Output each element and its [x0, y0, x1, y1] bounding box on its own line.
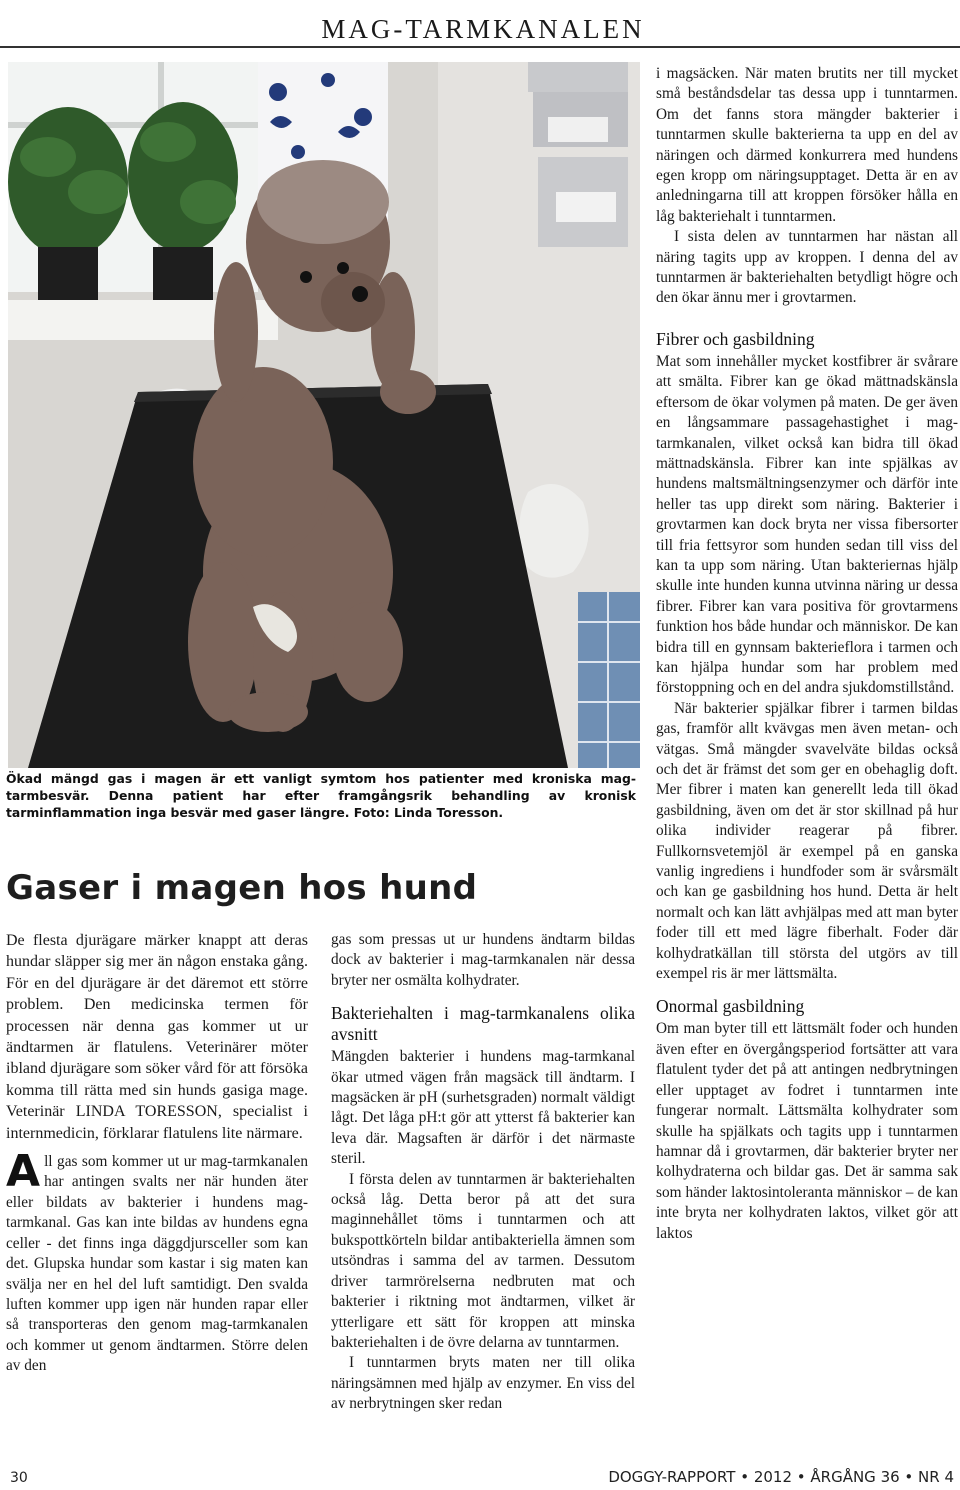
- body-paragraph: [6, 1146, 308, 1376]
- drop-cap: A: [6, 1146, 41, 1198]
- body-paragraph: Mat som innehåller mycket kostfibrer är svårare att smälta. Fibrer kan ge ökad mättnadskänsla eftersom de ökar volymen på maten. De ger även en långsammare passagehastighet i mag-tarmkanalen, vilket också kan bidra till ökad mättnadskänsla. Fibrer kan inte spjälkas av hundens maltsmältningsenzymer och därför inte heller tas upp direkt som näring. Bakterier i grovtarmen kan dock bryta ner vissa fibersorter till fria fettsyror som hunden sedan till viss del kan ta upp som näring. Utan bakteriernas hjälp skulle inte hunden kunna utvinna näring ur dessa fibrer. Fibrer kan vara positiva för grovtarmens funktion hos både hundar och människor. De kan bidra till en gynnsam bakterieflora i tarmen och kan hjälpa hundar som har problem med förstoppning och en del andra sjukdomstillstånd.: [656, 352, 958, 697]
- body-paragraph: gas som pressas ut ur hundens ändtarm bildas dock av bakterier i mag-tarmkanalen när dessa bryter ner osmälta kolhydrater.: [331, 931, 635, 989]
- body-paragraph: Om man byter till ett lättsmält foder och hunden även efter en övergångsperiod fortsätter att vara flatulent tyder det på att antingen nedbrytningen eller upptaget av fodret i tunntarmen inte fungerar normalt. Lättsmälta kolhydrater som skulle ha spjälkats och tagits upp i tunntarmen hamnar då i grovtarmen, där bakterier bryter ner kolhydraterna och bildar gas. Det är samma sak som händer laktosintoleranta människor – de kan inte bryta ner kolhydraten laktos, vilket gör att laktos: [656, 1020, 958, 1242]
- body-paragraph: I tunntarmen bryts maten ner till olika näringsämnen med hjälp av enzymer. En viss del av nerbrytningen sker redan: [331, 1354, 635, 1413]
- body-paragraph: i magsäcken. När maten brutits ner till mycket små beståndsdelar tas dessa upp i tunntarmen. Om det fanns stora mängder bakterier i tunntarmen skulle bakterierna ta upp en del av näringen och därmed konkurrera med hundens egen kropp om näringsupptaget. Detta är en av anledningarna till att kroppen försöker hålla en låg bakteriehalt i tunntarmen.: [656, 65, 958, 225]
- article-lead: De flesta djurägare märker knappt att deras hundar släpper sig mer än någon enstaka gång. För en del djurägare är det däremot ett större problem. Den medicinska termen för processen när denna gas kommer ut ur ändtarmen är flatulens. Veterinärer möter ibland djurägare som söker vård för att försöka komma till rätta med sin hunds gasiga mage. Veterinär LINDA TORESSON, specialist i internmedicin, förklarar flatulens lite närmare.: [6, 932, 308, 1142]
- column-3: [656, 64, 958, 1244]
- column-2: [331, 930, 635, 1415]
- body-paragraph: I sista delen av tunntarmen har nästan all näring tagits upp av kroppen. I denna del av tunntarmen är bakteriehalten betydligt högre och den ökar ännu mer i grovtarmen.: [656, 228, 958, 307]
- page-number: 30: [10, 1470, 28, 1486]
- body-text: ll gas som kommer ut ur mag-tarmkanalen har antingen svalts ner när hunden äter eller bildats av bakterier i hundens mag-tarmkanal. Gas kan inte bildas av hundens egna celler - det finns inga däggdjursceller som kan det. Glupska hundar som kastar i sig maten kan svälja ner en hel del luft samtidigt. Den svalda luften kommer upp igen när hunden rapar eller så transporteras den genom mag-tarmkanalen och kommer ut genom ändtarmen. Större delen av den: [6, 1153, 308, 1375]
- body-paragraph: När bakterier spjälkar fibrer i tarmen bildas gas, framför allt kvävgas men även metan- och vätgas. Små mängder svavelväte bildas också och det är främst det som ger en obehaglig doft. Mer fibrer i maten kan generellt leda till ökad gasbildning, även om det är stor skillnad på hur olika individer reagerar på fibrer. Fullkornsvetemjöl är exempel på en ganska vanlig ingrediens i hundfoder som är svårsmält och kan ge gasbildning hos hund. Detta är helt normalt och kan lätt avhjälpas med att man byter foder till ett med lägre fiberhalt. Foder där kolhydratkällan till största del utgörs av till exempel ris är mer lättsmälta.: [656, 699, 958, 983]
- column-1: [6, 930, 308, 1377]
- article-headline: Gaser i magen hos hund: [6, 868, 478, 908]
- subheading: Onormal gasbildning: [656, 996, 805, 1017]
- body-paragraph: I första delen av tunntarmen är bakteriehalten också låg. Detta beror på att det sura maginnehållet töms i tunntarmen och att bukspottkörteln bildar antibakteriella ämnen som utsöndras i samma del av tarmen. Dessutom driver tarmrörelserna nedbruten mat och bakterier i riktning mot ändtarmen, vilket är ytterligare ett sätt för kroppen att minska bakteriehalten i de övre delarna av tunntarmen.: [331, 1170, 635, 1351]
- header-rule: [0, 46, 960, 48]
- poodle-photo: [8, 62, 640, 768]
- subheading: Bakteriehalten i mag-tarmkanalens olika avsnitt: [331, 1003, 635, 1045]
- section-title: MAG-TARMKANALEN: [321, 14, 645, 44]
- subheading: Fibrer och gasbildning: [656, 328, 815, 349]
- photo-caption: Ökad mängd gas i magen är ett vanligt symtom hos patienter med kroniska mag-tarmbesvär. Denna patient har efter framgångsrik behandling av kronisk tarminflammation inga besvär med gaser längre. Foto: Linda Toresson.: [6, 771, 636, 820]
- publication-footer: DOGGY-RAPPORT • 2012 • ÅRGÅNG 36 • NR 4: [608, 1468, 954, 1486]
- body-paragraph: Mängden bakterier i hundens mag-tarmkanal ökar utmed vägen från magsäck till ändtarm. I magsäcken är pH (surhetsgraden) normalt väldigt lågt. Det låga pH:t gör att ytterst få bakterier kan leva där. Magsaften är därför i det närmaste steril.: [331, 1048, 635, 1168]
